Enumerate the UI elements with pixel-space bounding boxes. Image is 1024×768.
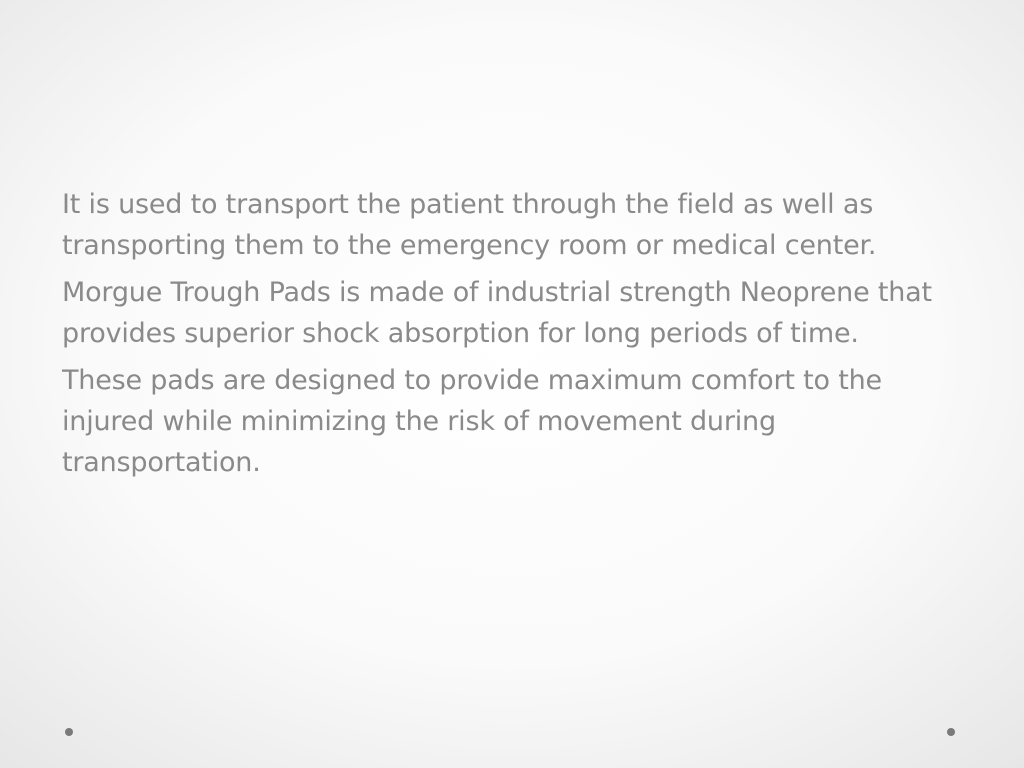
- decorative-dot-right: [947, 728, 955, 736]
- paragraph-comfort: These pads are designed to provide maximum comfort to the injured while minimizing the risk of movement during transportation.: [62, 365, 882, 478]
- slide-body: [62, 184, 962, 489]
- paragraph-material: Morgue Trough Pads is made of industrial strength Neoprene that provides superior shock absorption for long periods of time.: [62, 277, 932, 349]
- decorative-dot-left: [65, 728, 73, 736]
- paragraph-transport: It is used to transport the patient through the field as well as transporting them to the emergency room or medical center.: [62, 189, 877, 261]
